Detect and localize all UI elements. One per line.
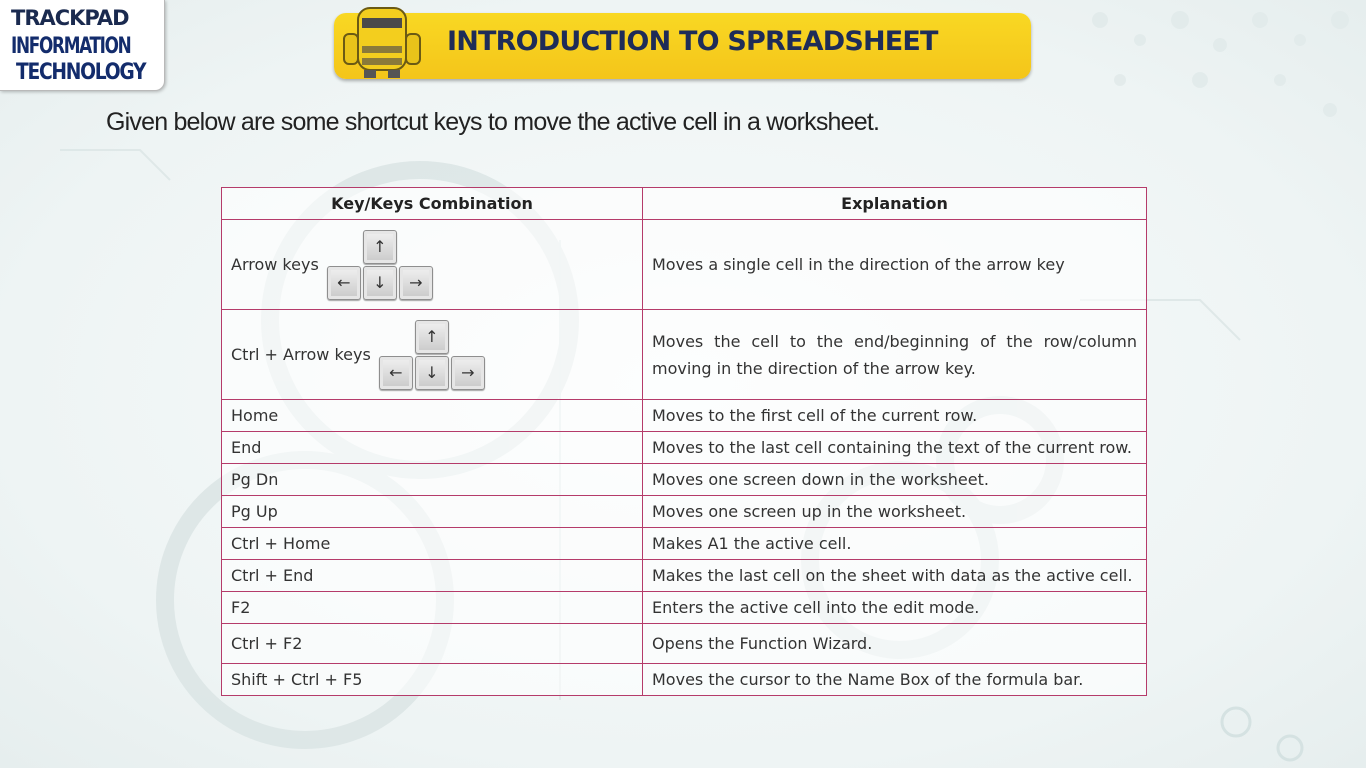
key-cell: Pg Up	[222, 496, 643, 528]
explanation-cell: Opens the Function Wizard.	[643, 624, 1147, 664]
arrow-right-key-icon: →	[451, 356, 485, 390]
arrow-up-key-icon: ↑	[363, 230, 397, 264]
table-row	[222, 560, 1147, 592]
logo-line-technology: TECHNOLOGY	[16, 60, 146, 85]
title-banner	[334, 13, 1031, 79]
key-cell: Shift + Ctrl + F5	[222, 664, 643, 696]
table-row	[222, 528, 1147, 560]
table-row	[222, 592, 1147, 624]
key-cell: Pg Dn	[222, 464, 643, 496]
arrow-left-key-icon: ←	[379, 356, 413, 390]
key-cell: End	[222, 432, 643, 464]
header-explanation: Explanation	[643, 188, 1147, 220]
arrow-left-key-icon: ←	[327, 266, 361, 300]
explanation-cell: Moves to the last cell containing the text of the current row.	[643, 432, 1147, 464]
key-cell: Ctrl + Home	[222, 528, 643, 560]
key-cell: Ctrl + Arrow keys	[231, 345, 371, 364]
explanation-cell: Moves one screen up in the worksheet.	[643, 496, 1147, 528]
table-row	[222, 464, 1147, 496]
arrow-keys-illustration	[379, 320, 485, 390]
table-row	[222, 664, 1147, 696]
header-key-combination: Key/Keys Combination	[222, 188, 643, 220]
explanation-cell: Moves to the first cell of the current row.	[643, 400, 1147, 432]
key-cell: F2	[222, 592, 643, 624]
table-row	[222, 400, 1147, 432]
key-cell: Arrow keys	[231, 255, 319, 274]
table-row	[222, 432, 1147, 464]
intro-text: Given below are some shortcut keys to move the active cell in a worksheet.	[106, 108, 880, 136]
arrow-down-key-icon: ↓	[415, 356, 449, 390]
arrow-keys-illustration	[327, 230, 433, 300]
logo-line-trackpad: TRACKPAD	[11, 6, 129, 30]
table-row	[222, 496, 1147, 528]
explanation-cell: Moves the cursor to the Name Box of the formula bar.	[643, 664, 1147, 696]
robot-mascot-icon	[338, 4, 426, 82]
table-row	[222, 220, 1147, 310]
shortcut-keys-table	[221, 187, 1147, 696]
explanation-cell: Makes A1 the active cell.	[643, 528, 1147, 560]
explanation-cell: Moves one screen down in the worksheet.	[643, 464, 1147, 496]
key-cell: Home	[222, 400, 643, 432]
page-title: INTRODUCTION TO SPREADSHEET	[447, 26, 938, 57]
explanation-cell: Enters the active cell into the edit mode.	[643, 592, 1147, 624]
table-header-row	[222, 188, 1147, 220]
logo-line-information: INFORMATION	[11, 34, 131, 59]
arrow-right-key-icon: →	[399, 266, 433, 300]
explanation-cell: Makes the last cell on the sheet with data as the active cell.	[643, 560, 1147, 592]
explanation-cell: Moves the cell to the end/beginning of the row/column moving in the direction of the arrow key.	[643, 310, 1147, 400]
key-cell: Ctrl + F2	[222, 624, 643, 664]
arrow-up-key-icon: ↑	[415, 320, 449, 354]
table-row	[222, 624, 1147, 664]
trackpad-logo	[0, 0, 165, 91]
arrow-down-key-icon: ↓	[363, 266, 397, 300]
table-row	[222, 310, 1147, 400]
key-cell: Ctrl + End	[222, 560, 643, 592]
explanation-cell: Moves a single cell in the direction of the arrow key	[643, 220, 1147, 310]
